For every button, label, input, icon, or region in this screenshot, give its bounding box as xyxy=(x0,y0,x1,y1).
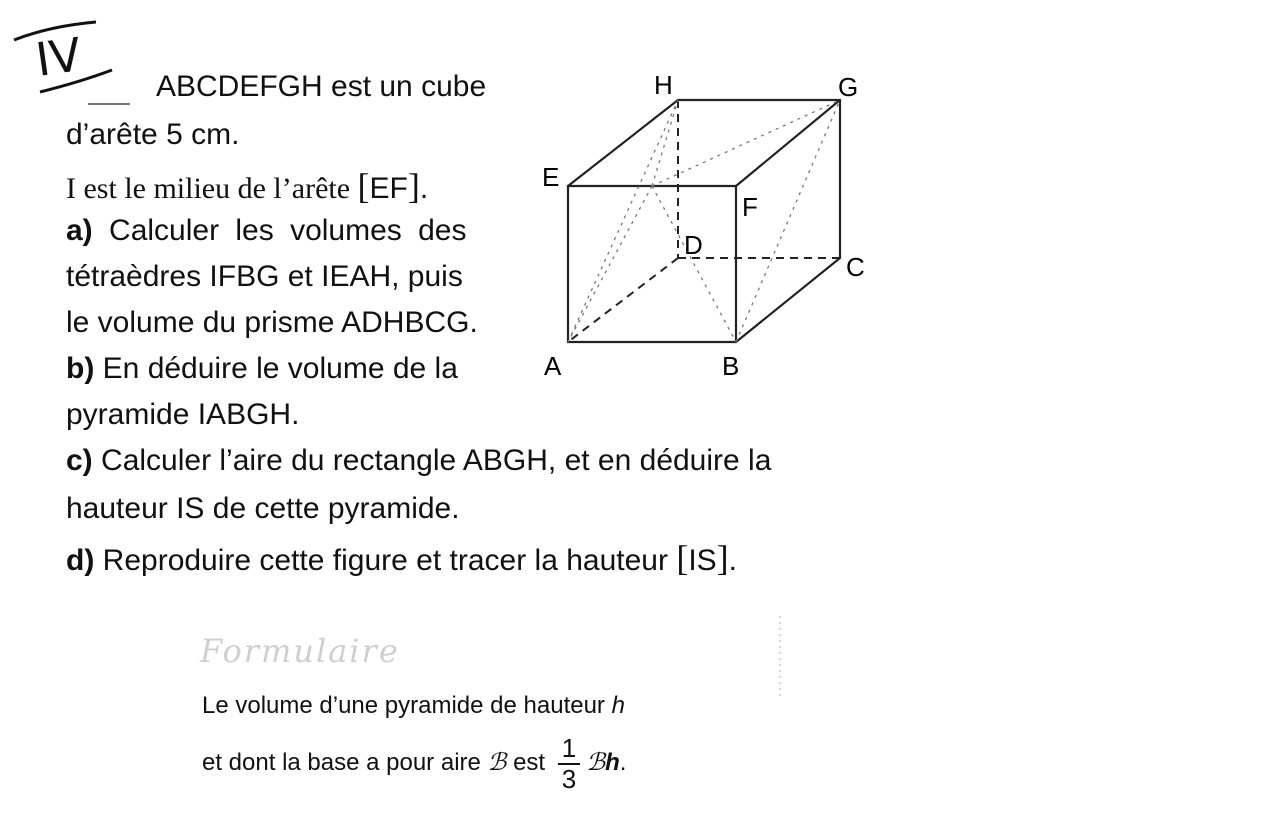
midpoint-text: I est le milieu de l’arête xyxy=(66,172,358,205)
formula-heading: Formulaire xyxy=(200,632,400,670)
segment-IH xyxy=(652,100,678,186)
formula-end: . xyxy=(619,748,627,776)
midpoint-segment: EF xyxy=(369,172,408,205)
question-c-label: c) xyxy=(66,444,93,477)
result-var-h: h xyxy=(605,748,620,776)
close-bracket-d: ] xyxy=(716,538,729,578)
exercise-number: IV xyxy=(32,27,85,87)
vertex-label-E: E xyxy=(542,162,560,192)
question-b-label: b) xyxy=(66,352,95,385)
segment-IB xyxy=(652,186,736,342)
intro-line-2: d’arête 5 cm. xyxy=(66,118,240,151)
vertex-label-F: F xyxy=(742,192,758,222)
question-d-end: . xyxy=(728,544,738,577)
question-a-label: a) xyxy=(66,214,93,247)
vertex-label-D: D xyxy=(684,230,703,260)
question-b-text-1: En déduire le volume de la xyxy=(94,352,458,385)
midpoint-end: . xyxy=(419,172,429,205)
question-a-line-3: le volume du prisme ADHBCG. xyxy=(66,306,478,339)
formula-line-1 xyxy=(202,692,625,720)
base-symbol: ℬ xyxy=(487,747,507,776)
fraction-denominator: 3 xyxy=(561,763,577,794)
intro-line-1: ABCDEFGH est un cube xyxy=(156,70,487,103)
vertex-label-B: B xyxy=(722,351,740,381)
edge-GF xyxy=(736,100,840,186)
vertex-label-G: G xyxy=(838,72,859,102)
formula-var-h: h xyxy=(611,692,625,719)
question-d-label: d) xyxy=(66,544,95,577)
open-bracket: [ xyxy=(357,166,370,206)
formula-est: est xyxy=(506,748,552,776)
segment-IG xyxy=(652,100,840,186)
open-bracket-d: [ xyxy=(676,538,689,578)
formula-line-1-text: Le volume d’une pyramide de hauteur xyxy=(202,692,612,719)
question-c-line-2: hauteur IS de cette pyramide. xyxy=(66,492,460,525)
diagonal-AH xyxy=(568,100,678,342)
question-c-text-1: Calculer l’aire du rectangle ABGH, et en déduire la xyxy=(92,444,772,477)
question-a-text-1: Calculer les volumes des xyxy=(92,214,467,247)
vertex-label-A: A xyxy=(544,351,562,381)
edge-DA-hidden xyxy=(568,258,678,342)
edge-CB xyxy=(736,258,840,342)
question-d-text: Reproduire cette figure et tracer la hauteur xyxy=(94,544,677,577)
fraction-numerator: 1 xyxy=(558,734,580,765)
question-d-segment: IS xyxy=(688,544,717,577)
formula-line-2 xyxy=(202,734,626,793)
close-bracket: ] xyxy=(407,166,420,206)
edge-EH xyxy=(568,100,678,186)
vertex-label-C: C xyxy=(846,252,865,282)
vertex-label-H: H xyxy=(654,70,673,100)
fraction-one-third xyxy=(558,734,580,793)
question-b-line-2: pyramide IABGH. xyxy=(66,398,300,431)
segment-IA xyxy=(568,186,652,342)
faded-box-mark xyxy=(770,612,790,702)
result-symbol: ℬ xyxy=(586,747,606,776)
formula-line-2-text: et dont la base a pour aire xyxy=(202,748,488,776)
question-a-line-2: tétraèdres IFBG et IEAH, puis xyxy=(66,260,463,293)
